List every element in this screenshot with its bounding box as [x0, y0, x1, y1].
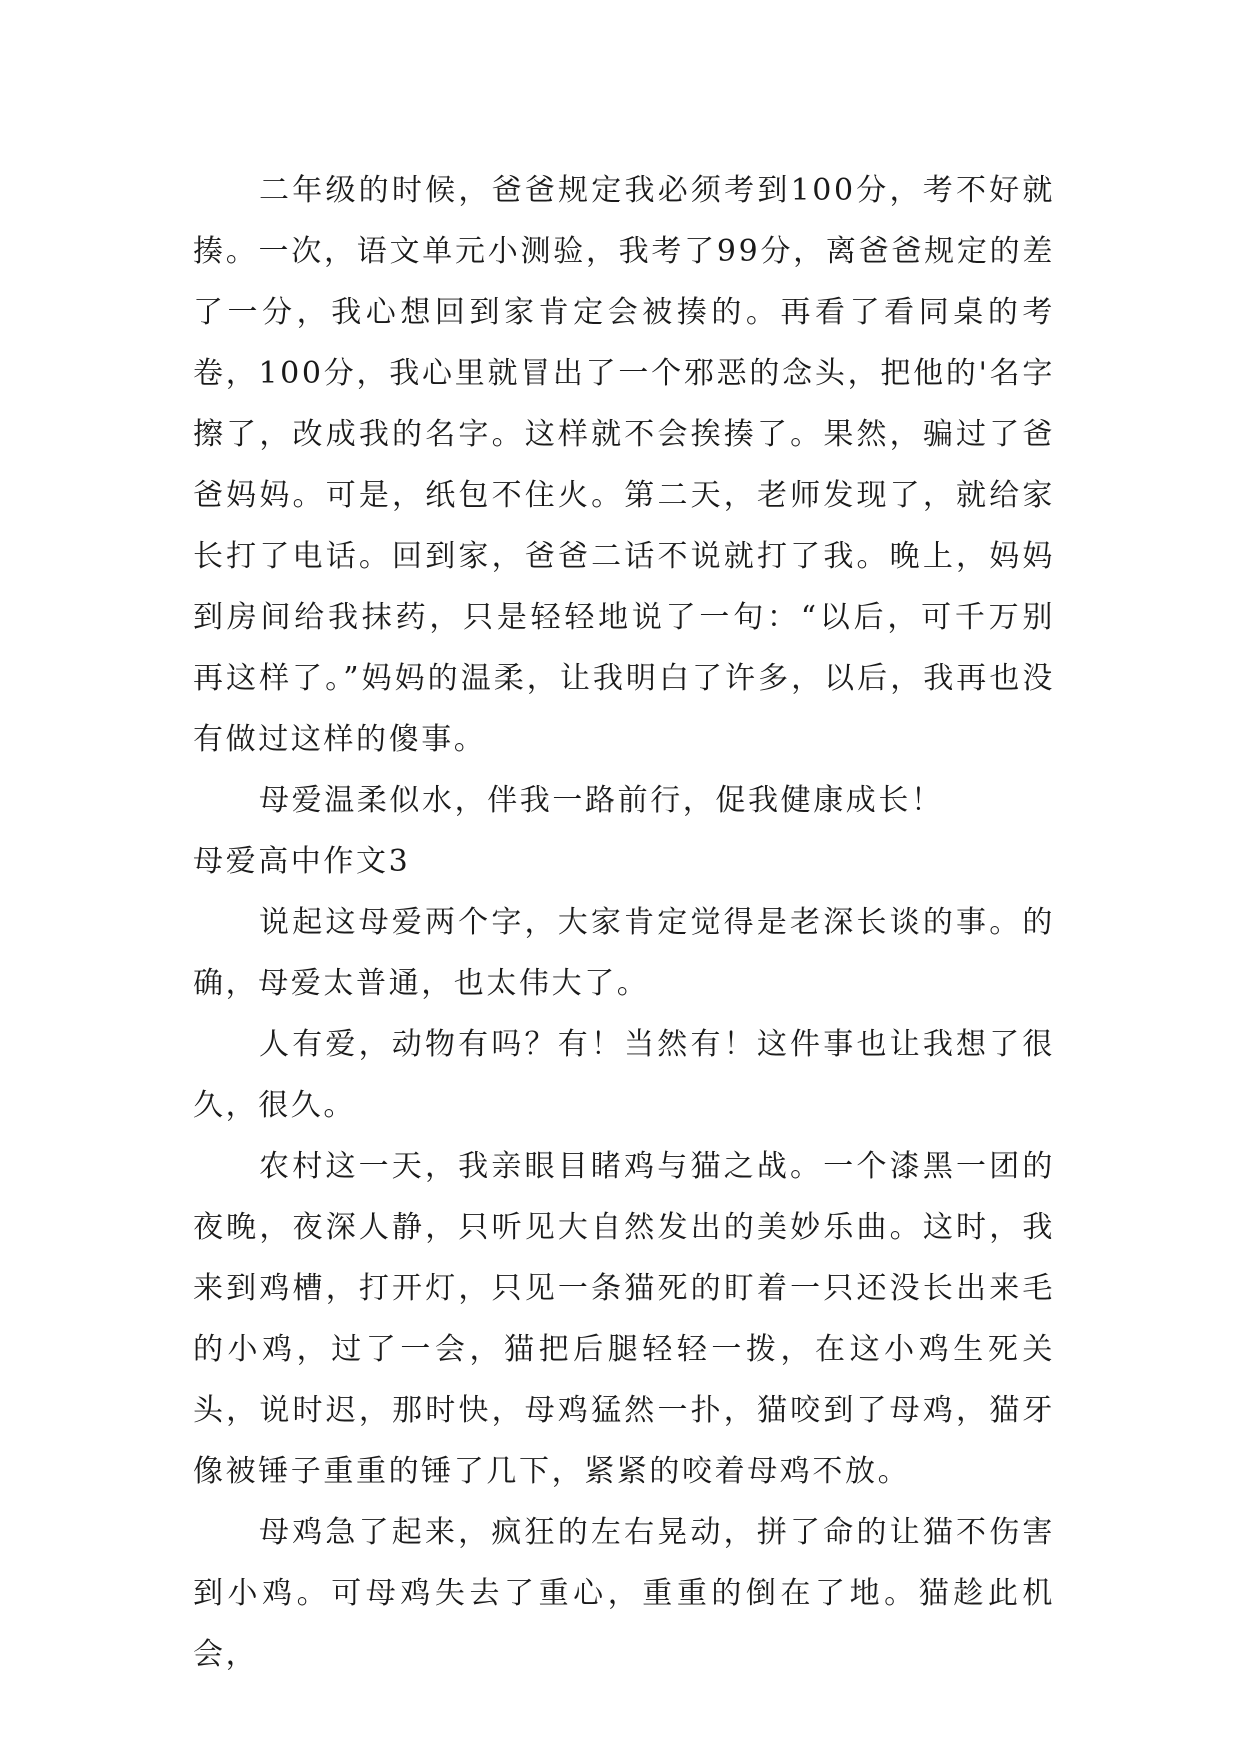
paragraph-exam-story: 二年级的时候，爸爸规定我必须考到100分，考不好就揍。一次，语文单元小测验，我考了99分，离爸爸规定的差了一分，我心想回到家肯定会被揍的。再看了看同桌的考卷，100分，我心里就冒出了一个邪恶的念头，把他的'名字擦了，改成我的名字。这样就不会挨揍了。果然，骗过了爸爸妈妈。可是，纸包不住火。第二天，老师发现了，就给家长打了电话。回到家，爸爸二话不说就打了我。晚上，妈妈到房间给我抹药，只是轻轻地说了一句：“以后，可千万别再这样了。”妈妈的温柔，让我明白了许多，以后，我再也没有做过这样的傻事。	[193, 173, 1055, 757]
document-body	[193, 160, 1055, 1685]
paragraph-hen-struggle: 母鸡急了起来，疯狂的左右晃动，拼了命的让猫不伤害到小鸡。可母鸡失去了重心，重重的倒在了地。猫趁此机会，	[193, 1515, 1055, 1672]
paragraph-cat-chicken-fight: 农村这一天，我亲眼目睹鸡与猫之战。一个漆黑一团的夜晚，夜深人静，只听见大自然发出的美妙乐曲。这时，我来到鸡槽，打开灯，只见一条猫死的盯着一只还没长出来毛的小鸡，过了一会，猫把后腿轻轻一拨，在这小鸡生死关头，说时迟，那时快，母鸡猛然一扑，猫咬到了母鸡，猫牙像被锤子重重的锤了几下，紧紧的咬着母鸡不放。	[193, 1149, 1055, 1489]
section-title: 母爱高中作文3	[193, 844, 411, 879]
paragraph-conclusion: 母爱温柔似水，伴我一路前行，促我健康成长！	[259, 783, 944, 818]
paragraph-intro: 说起这母爱两个字，大家肯定觉得是老深长谈的事。的确，母爱太普通，也太伟大了。	[193, 905, 1055, 1001]
paragraph-animals-question: 人有爱，动物有吗？有！当然有！这件事也让我想了很久，很久。	[193, 1027, 1055, 1123]
